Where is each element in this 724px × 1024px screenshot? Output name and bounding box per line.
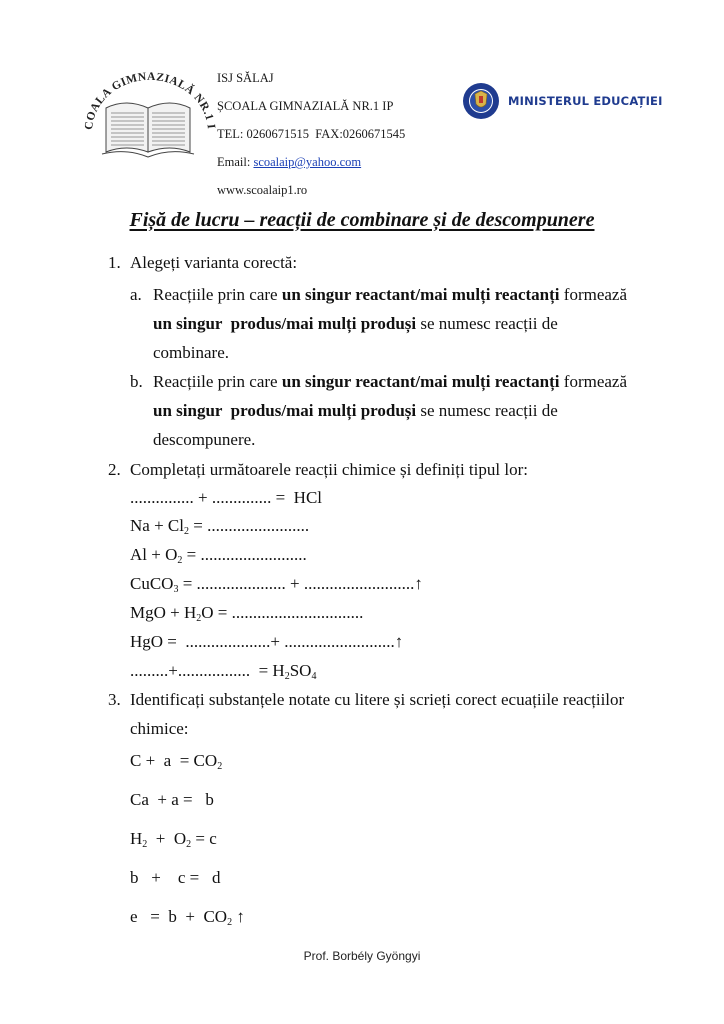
q1a-letter: a. (130, 285, 142, 304)
eq-part: SO (289, 661, 312, 680)
eq-part: ↑ (232, 907, 245, 926)
eq-subscript: 2 (177, 555, 183, 566)
q2-equation-6: HgO = ....................+ ..........................↑ (130, 632, 404, 651)
eq-part: = ........................ (188, 516, 310, 535)
eq-part: H (130, 829, 143, 848)
eq-subscript: 2 (227, 917, 233, 928)
q3-equation-1 (130, 751, 222, 771)
eq-part: O = ............................... (201, 603, 364, 622)
q3-equation-3 (130, 829, 217, 849)
q1b-text: formează (559, 372, 628, 391)
q2-equation-7 (130, 661, 316, 681)
eq-subscript: 2 (186, 839, 192, 850)
q1a-line2 (153, 314, 558, 334)
eq-part: e = b + CO (130, 907, 228, 926)
header-website: www.scoalaip1.ro (217, 183, 308, 197)
q3-text-line2: chimice: (130, 719, 189, 738)
school-logo (78, 60, 218, 165)
q2-equation-2 (130, 516, 309, 536)
eq-part: = ......................... (182, 545, 307, 564)
q2-equation-4 (130, 574, 423, 594)
q1b-bold-reactants: un singur reactant/mai mulți reactanți (281, 372, 560, 391)
header-isj: ISJ SĂLAJ (217, 71, 274, 85)
eq-subscript: 2 (196, 613, 202, 624)
q2-equation-3 (130, 545, 307, 565)
q1-text: Alegeți varianta corectă: (130, 253, 298, 272)
q2-number: 2. (108, 460, 121, 479)
q3-text-line1: Identificați substanțele notate cu litere și scrieți corect ecuațiile reacțiilor (130, 690, 625, 709)
eq-subscript: 4 (311, 671, 317, 682)
eq-part: CuCO (130, 574, 174, 593)
q1a-bold-reactants: un singur reactant/mai mulți reactanți (281, 285, 560, 304)
q1a-text: se numesc reacții de (416, 314, 558, 333)
q1a-text: formează (559, 285, 628, 304)
q2-text: Completați următoarele reacții chimice și definiți tipul lor: (130, 460, 528, 479)
q1b-line3: descompunere. (153, 430, 256, 449)
q1b-line2 (153, 401, 558, 421)
q1-number: 1. (108, 253, 121, 272)
q2-equation-5 (130, 603, 363, 623)
page-title: Fișă de lucru – reacții de combinare și de descompunere (129, 209, 595, 231)
q3-number: 3. (108, 690, 121, 709)
header-phone: TEL: 0260671515 FAX:0260671545 (217, 127, 406, 141)
eq-subscript: 2 (284, 671, 290, 682)
q1a-line3: combinare. (153, 343, 229, 362)
email-link[interactable]: scoalaip@yahoo.com (253, 155, 362, 169)
eq-part: + O (147, 829, 187, 848)
footer-author: Prof. Borbély Gyöngyi (303, 949, 421, 963)
eq-part: C + a = CO (130, 751, 218, 770)
q2-equation-1: ............... + .............. = HCl (130, 488, 323, 507)
eq-subscript: 3 (173, 584, 179, 595)
q1a-bold-products: un singur produs/mai mulți produși (153, 314, 417, 333)
q3-equation-2: Ca + a = b (130, 790, 214, 809)
q1b-text: se numesc reacții de (416, 401, 558, 420)
ministry-logo (462, 82, 663, 120)
header-email-line (217, 154, 361, 170)
q1a-line1 (153, 285, 627, 305)
eq-part: = ..................... + ..........................↑ (178, 574, 423, 593)
romanian-government-emblem-icon (462, 82, 500, 120)
open-book-icon (78, 60, 218, 165)
eq-subscript: 2 (217, 761, 223, 772)
eq-subscript: 2 (183, 526, 189, 537)
eq-part: Al + O (130, 545, 178, 564)
q3-equation-5 (130, 907, 245, 927)
q1b-letter: b. (130, 372, 143, 391)
q1b-text: Reacțiile prin care (153, 372, 282, 391)
school-logo-arc-text: COALA GIMNAZIALĂ NR.1 I (82, 70, 217, 131)
header-school: ȘCOALA GIMNAZIALĂ NR.1 IP (217, 99, 394, 113)
q1b-line1 (153, 372, 627, 392)
q1a-text: Reacțiile prin care (153, 285, 282, 304)
eq-subscript: 2 (142, 839, 148, 850)
ministry-name: MINISTERUL EDUCAȚIEI (508, 94, 663, 108)
eq-part: .........+................. = H (130, 661, 285, 680)
q3-equation-4: b + c = d (130, 868, 221, 887)
header-email-label: Email: (217, 155, 254, 169)
eq-part: Na + Cl (130, 516, 184, 535)
eq-part: MgO + H (130, 603, 197, 622)
eq-part: = c (191, 829, 217, 848)
q1b-bold-products: un singur produs/mai mulți produși (153, 401, 417, 420)
